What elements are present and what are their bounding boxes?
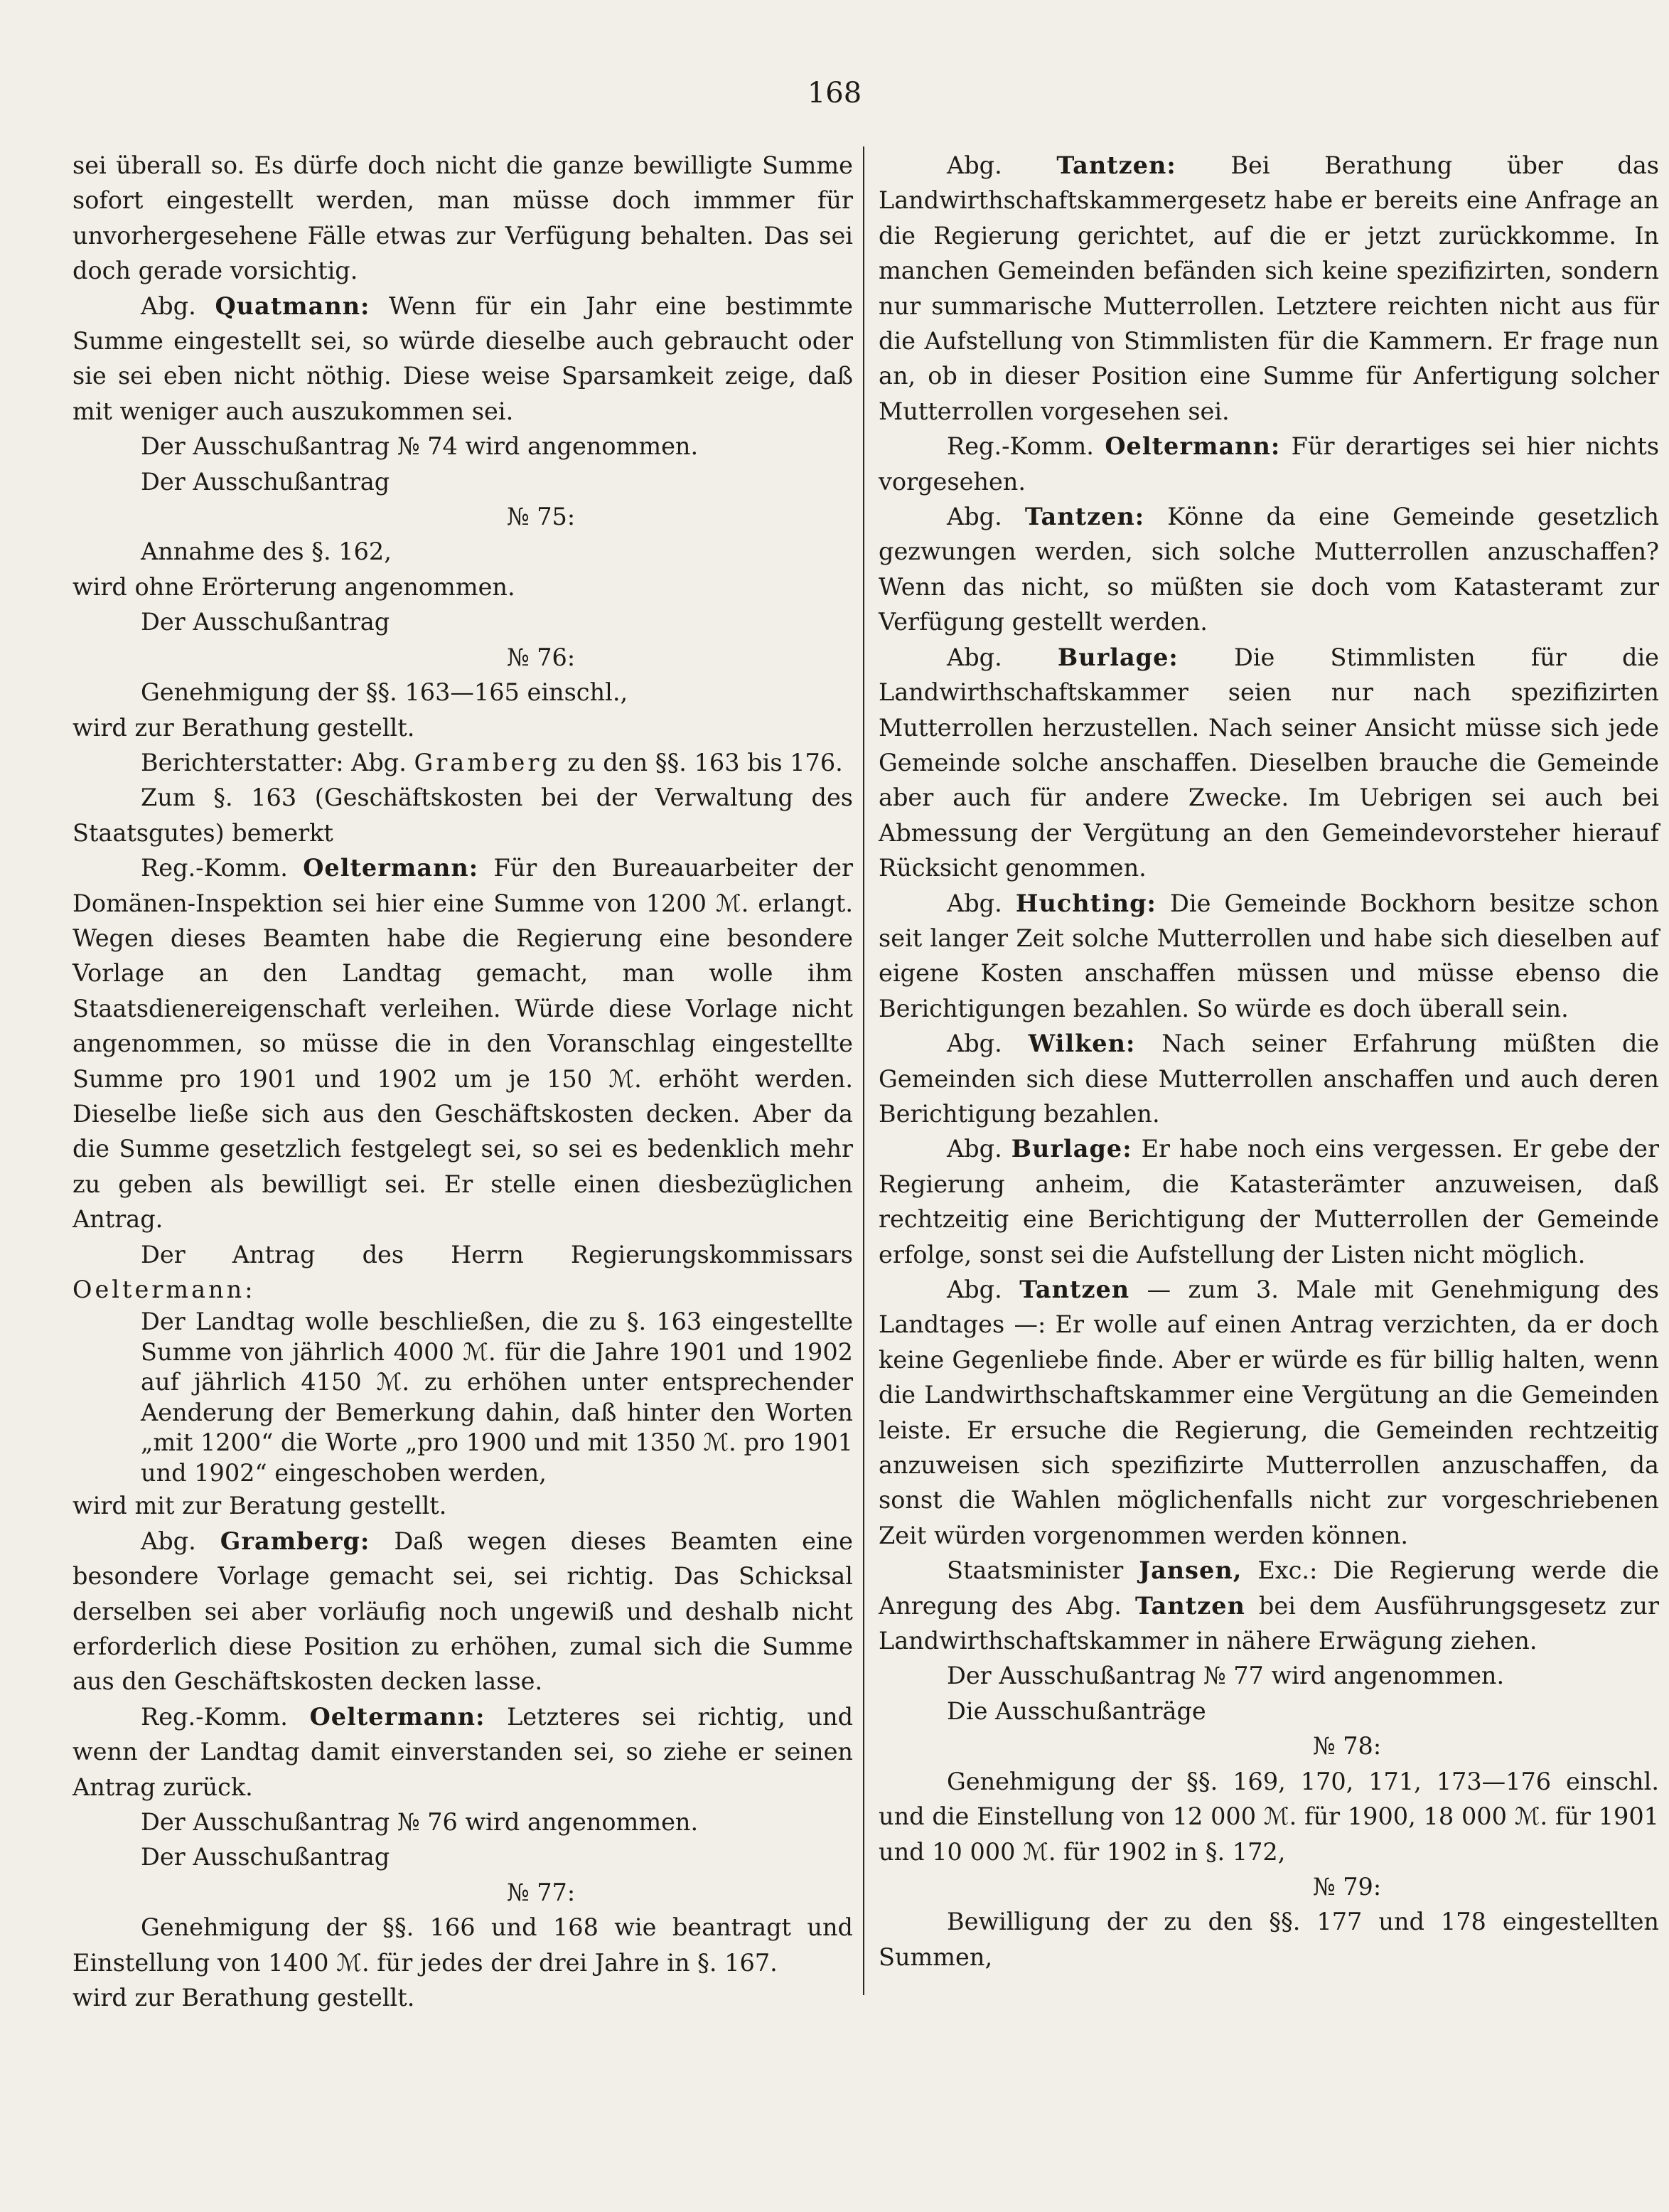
speech-oeltermann: Reg.-Komm. Oeltermann: Für den Bureauarbeiter der Domänen-Inspektion sei hier eine Summe von 1200 ℳ. erlangt. Wegen dieses Beamten habe die Regierung eine besondere Vorlage an den Landtag gemacht, man wolle ihm Staatsdienereigenschaft verleihen. Würde diese Vorlage nicht angenommen, so müsse die in den Voranschlag eingestellte Summe pro 1901 und 1902 um je 150 ℳ. erhöht werden. Dieselbe ließe sich aus den Geschäftskosten decken. Aber da die Summe gesetzlich festgelegt sei, so sei es bedenklich mehr zu geben als bewilligt sei. Er stelle einen diesbezüglichen Antrag. (73, 854, 853, 1234)
resolution-line: Der Ausschußantrag (141, 608, 390, 636)
column-divider (863, 146, 864, 1995)
speech-tantzen: Abg. Tantzen: Bei Berathung über das Landwirthschaftskammergesetz habe er bereits eine Anfrage an die Regierung gerichtet, auf die er jetzt zurückkomme. In manchen Gemeinden befänden sich keine spezifizirten, sondern nur summarische Mutterrollen. Letztere reichten nicht aus für die Aufstellung von Stimmlisten für die Kammern. Er frage nun an, ob in dieser Position eine Summe für Anfertigung solcher Mutterrollen vorgesehen sei. (879, 151, 1659, 425)
motion-result: wird mit zur Beratung gestellt. (73, 1492, 447, 1520)
motion-text: Der Landtag wolle beschließen, die zu §. 163 eingestellte Summe von jährlich 4000 ℳ. für die Jahre 1901 und 1902 auf jährlich 4150 ℳ. zu erhöhen unter entsprechender Aenderung der Bemerkung dahin, daß hinter den Worten „mit 1200“ die Worte „pro 1900 und mit 1350 ℳ. pro 1901 und 1902“ eingeschoben werden, (141, 1308, 853, 1487)
motion-number: № 79: (1312, 1872, 1382, 1901)
speaker-name: Gramberg (414, 748, 560, 776)
paragraph: Zum §. 163 (Geschäftskosten bei der Verwaltung des Staatsgutes) bemerkt (73, 784, 853, 847)
resolution-line: Der Ausschußantrag № 77 wird angenommen. (947, 1662, 1505, 1690)
motion-result: wird zur Berathung gestellt. (73, 1984, 415, 2012)
speaker-name: Quatmann: (215, 292, 370, 320)
motion-number: № 78: (1312, 1732, 1382, 1760)
speaker-name: Tantzen (1134, 1591, 1245, 1620)
speaker-name: Tantzen (1019, 1276, 1130, 1303)
speech-quatmann: Abg. Quatmann: Wenn für ein Jahr eine bestimmte Summe eingestellt sei, so würde dieselbe auch gebraucht oder sie sei eben nicht nöthig. Diese weise Sparsamkeit zeige, daß mit weniger auch auszukommen sei. (73, 292, 853, 425)
speech-burlage: Abg. Burlage: Die Stimmlisten für die Landwirthschaftskammer seien nur nach spezifizirten Mutterrollen herzustellen. Nach seiner Ansicht müsse sich jede Gemeinde solche anschaffen. Dieselben brauche die Gemeinde aber auch für andere Zwecke. Im Uebrigen sei auch bei Abmessung der Vergütung an den Gemeindevorsteher hierauf Rücksicht genommen. (879, 643, 1660, 882)
speech-jansen: Staatsminister Jansen, Exc.: Die Regierung werde die Anregung des Abg. Tantzen bei dem Ausführungsgesetz zur Landwirthschaftskammer in nähere Erwägung ziehen. (879, 1556, 1660, 1655)
speaker-name: Huchting: (1015, 889, 1157, 917)
speech-tantzen: Abg. Tantzen — zum 3. Male mit Genehmigung des Landtages —: Er wolle auf einen Antrag verzichten, da er doch keine Gegenliebe finde. Aber er würde es für billig halten, wenn die Landwirthschaftskammer eine Vergütung an die Gemeinden leiste. Er ersuche die Regierung, die Gemeinden rechtzeitig anzuweisen sich spezifizirte Mutterrollen anzuschaffen, da sonst die Wahlen möglichenfalls nicht zur vorgeschriebenen Zeit würden vorgenommen werden können. (879, 1276, 1659, 1549)
speaker-name: Jansen, (1139, 1556, 1243, 1585)
resolution-line: Der Ausschußantrag № 76 wird angenommen. (141, 1808, 699, 1837)
speaker-name: Gramberg: (220, 1527, 370, 1555)
motion-intro: Der Antrag des Herrn Regierungskommissars Oeltermann: (73, 1240, 853, 1303)
motion-text: Genehmigung der §§. 163—165 einschl., (141, 678, 628, 707)
speaker-name: Burlage: (1011, 1135, 1132, 1163)
motion-number: № 76: (506, 643, 576, 671)
rapporteur-line: Berichterstatter: Abg. Gramberg zu den §§. 163 bis 176. (141, 748, 843, 776)
speech-oeltermann: Reg.-Komm. Oeltermann: Für derartiges sei hier nichts vorgesehen. (879, 432, 1660, 496)
speaker-name: Burlage: (1057, 643, 1179, 671)
speaker-name: Tantzen: (1024, 503, 1145, 531)
motion-text: Genehmigung der §§. 169, 170, 171, 173—176 einschl. und die Einstellung von 12 000 ℳ. für 1900, 18 000 ℳ. für 1901 und 10 000 ℳ. für 1902 in §. 172, (879, 1767, 1659, 1866)
speaker-name: Tantzen: (1056, 151, 1176, 179)
speech-huchting: Abg. Huchting: Die Gemeinde Bockhorn besitze schon seit langer Zeit solche Mutterrollen und habe sich dieselben auf eigene Kosten anschaffen müssen und müsse ebenso die Berichtigungen bezahlen. So würde es doch überall sein. (879, 889, 1659, 1022)
page-number: 168 (807, 77, 862, 109)
resolution-line: Die Ausschußanträge (947, 1697, 1206, 1725)
paragraph: sei überall so. Es dürfe doch nicht die ganze bewilligte Summe sofort eingestellt werden, man müsse doch immmer für unvorhergesehene Fälle etwas zur Verfügung behalten. Das sei doch gerade vorsichtig. (73, 151, 853, 285)
motion-text: Annahme des §. 162, (141, 538, 392, 566)
speaker-name: Oeltermann: (1105, 432, 1281, 461)
speaker-name: Oeltermann: (309, 1702, 485, 1731)
motion-text: Genehmigung der §§. 166 und 168 wie beantragt und Einstellung von 1400 ℳ. für jedes der drei Jahre in §. 167. (73, 1913, 853, 1977)
motion-result: wird ohne Erörterung angenommen. (73, 572, 515, 601)
speaker-name: Wilken: (1028, 1030, 1136, 1058)
speech-tantzen: Abg. Tantzen: Könne da eine Gemeinde gesetzlich gezwungen werden, sich solche Mutterrollen anzuschaffen? Wenn das nicht, so müßten sie doch vom Katasteramt zur Verfügung gestellt werden. (879, 503, 1660, 636)
speech-wilken: Abg. Wilken: Nach seiner Erfahrung müßten die Gemeinden sich diese Mutterrollen anschaffen und auch deren Berichtigung bezahlen. (879, 1030, 1660, 1128)
motion-number: № 75: (506, 503, 576, 531)
speaker-name: Oeltermann: (303, 854, 479, 882)
speech-gramberg: Abg. Gramberg: Daß wegen dieses Beamten eine besondere Vorlage gemacht sei, sei richtig. Das Schicksal derselben sei aber vorläufig noch ungewiß und deshalb nicht erforderlich diese Position zu erhöhen, zumal sich die Summe aus den Geschäftskosten decken lasse. (73, 1527, 854, 1696)
motion-number: № 77: (506, 1878, 576, 1906)
motion-text: Bewilligung der zu den §§. 177 und 178 eingestellten Summen, (879, 1908, 1659, 1971)
resolution-line: Der Ausschußantrag № 74 wird angenommen. (141, 432, 699, 461)
speech-oeltermann: Reg.-Komm. Oeltermann: Letzteres sei richtig, und wenn der Landtag damit einverstanden sei, so ziehe er seinen Antrag zurück. (73, 1702, 854, 1801)
speech-burlage: Abg. Burlage: Er habe noch eins vergessen. Er gebe der Regierung anheim, die Katasterämter anzuweisen, daß rechtzeitig eine Berichtigung der Mutterrollen der Gemeinde erfolge, sonst sei die Aufstellung der Listen nicht möglich. (879, 1135, 1659, 1268)
left-column (73, 148, 853, 2016)
right-column (879, 148, 1659, 1975)
resolution-line: Der Ausschußantrag (141, 1843, 390, 1871)
motion-result: wird zur Berathung gestellt. (73, 713, 415, 742)
resolution-line: Der Ausschußantrag (141, 467, 390, 496)
